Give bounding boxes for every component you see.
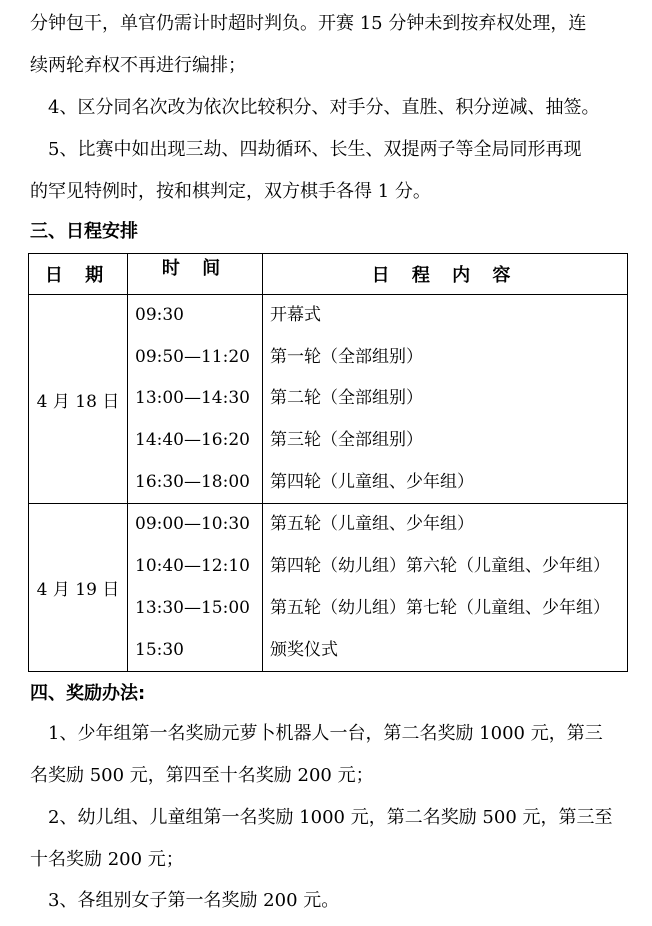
time-cell (128, 504, 263, 672)
content-entry: 第三轮（全部组别） (270, 430, 423, 451)
paragraph-line: 续两轮弃权不再进行编排； (30, 55, 246, 76)
paragraph-line: 分钟包干，单官仍需计时超时判负。开赛 15 分钟未到按弃权处理，连 (30, 13, 587, 34)
section-heading-awards: 四、奖励办法: (30, 683, 146, 704)
content-entry: 第二轮（全部组别） (270, 388, 423, 409)
date-cell: 4 月 19 日 (29, 504, 128, 672)
time-entry: 15:30 (135, 639, 184, 660)
header-content: 日 程 内 容 (263, 254, 628, 295)
content-cell (263, 295, 628, 504)
table-row (29, 295, 628, 504)
table-row (29, 504, 628, 672)
paragraph-line: 3、各组别女子第一名奖励 200 元。 (48, 890, 340, 911)
time-entry: 14:40—16:20 (135, 430, 250, 451)
schedule-table (28, 253, 628, 672)
date-cell: 4 月 18 日 (29, 295, 128, 504)
time-entry: 13:30—15:00 (135, 597, 250, 618)
header-time: 时 间 (128, 254, 263, 295)
time-entry: 16:30—18:00 (135, 471, 250, 492)
time-entry: 09:00—10:30 (135, 514, 250, 535)
paragraph-line: 的罕见特例时，按和棋判定，双方棋手各得 1 分。 (30, 181, 431, 202)
section-heading-schedule: 三、日程安排 (30, 221, 138, 242)
content-entry: 第五轮（儿童组、少年组） (270, 514, 474, 535)
time-entry: 10:40—12:10 (135, 556, 250, 577)
content-entry: 第五轮（幼儿组）第七轮（儿童组、少年组） (270, 597, 610, 618)
time-cell (128, 295, 263, 504)
content-entry: 第四轮（幼儿组）第六轮（儿童组、少年组） (270, 556, 610, 577)
paragraph-line: 5、比赛中如出现三劫、四劫循环、长生、双提两子等全局同形再现 (48, 139, 582, 160)
content-cell (263, 504, 628, 672)
paragraph-line: 2、幼儿组、儿童组第一名奖励 1000 元，第二名奖励 500 元，第三至 (48, 807, 613, 828)
paragraph-line: 名奖励 500 元，第四至十名奖励 200 元； (30, 765, 374, 786)
paragraph-line: 1、少年组第一名奖励元萝卜机器人一台，第二名奖励 1000 元，第三 (48, 723, 603, 744)
time-entry: 09:50—11:20 (135, 346, 250, 367)
content-entry: 第一轮（全部组别） (270, 346, 423, 367)
paragraph-line: 4、区分同名次改为依次比较积分、对手分、直胜、积分逆减、抽签。 (48, 97, 600, 118)
table-header-row (29, 254, 628, 295)
header-date: 日 期 (29, 254, 128, 295)
paragraph-line: 十名奖励 200 元； (30, 849, 184, 870)
content-entry: 颁奖仪式 (270, 639, 338, 660)
content-entry: 开幕式 (270, 305, 321, 325)
content-entry: 第四轮（儿童组、少年组） (270, 471, 474, 492)
time-entry: 13:00—14:30 (135, 388, 250, 409)
time-entry: 09:30 (135, 305, 184, 325)
